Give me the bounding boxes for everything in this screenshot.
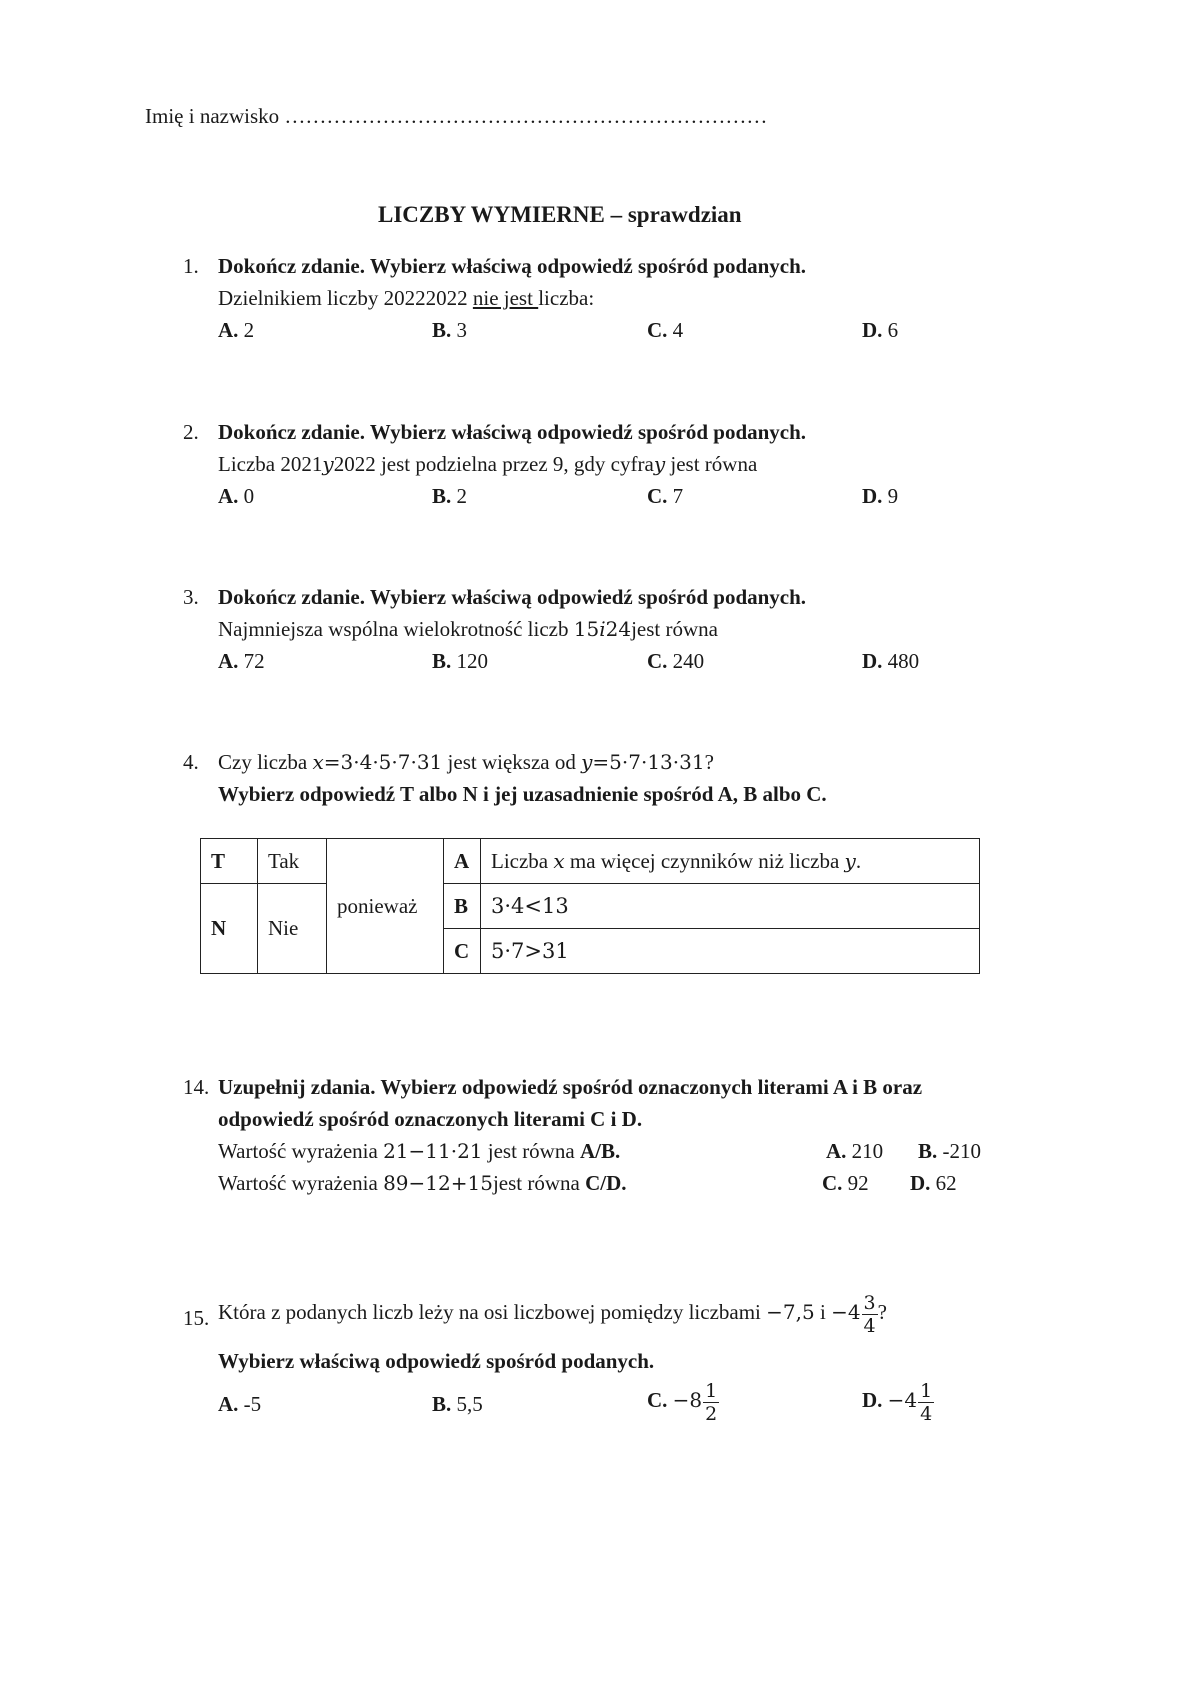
question-instruction: Dokończ zdanie. Wybierz właściwą odpowiedź spośród podanych. — [218, 254, 807, 278]
option-c: C. −8 $\frac{1}{2}$ — [647, 1379, 718, 1425]
reason-b: 3·4<13 — [481, 884, 980, 929]
option-a: A. 2 — [218, 318, 255, 342]
reason-a: Liczba x ma więcej czynników niż liczba y. — [481, 839, 980, 884]
question-instruction: Uzupełnij zdania. Wybierz odpowiedź spośród oznaczonych literami A i B oraz — [218, 1075, 923, 1099]
question-number: 14. — [183, 1075, 210, 1099]
question-text: Wartość wyrażenia 89−12+15jest równa C/D. — [218, 1171, 627, 1195]
fraction: $\frac{1}{2}$ — [705, 1379, 718, 1425]
fraction: $\frac{3}{4}$ — [863, 1291, 876, 1337]
option-d: D. 62 — [910, 1171, 957, 1195]
option-d: D. 9 — [862, 484, 899, 508]
cell-nie: Nie — [258, 884, 327, 974]
option-d: D. 480 — [862, 649, 920, 673]
question-instruction: Dokończ zdanie. Wybierz właściwą odpowiedź spośród podanych. — [218, 585, 807, 609]
option-d: D. 6 — [862, 318, 899, 342]
answer-table — [200, 838, 980, 974]
question-instruction: Dokończ zdanie. Wybierz właściwą odpowiedź spośród podanych. — [218, 420, 807, 444]
page-title: LICZBY WYMIERNE – sprawdzian — [378, 202, 742, 227]
question-text: Która z podanych liczb leży na osi liczbowej pomiędzy liczbami −7,5 i −4 $\frac{3}{4}$ ? — [218, 1291, 887, 1337]
option-c: C. 92 — [822, 1171, 869, 1195]
question-number: 4. — [183, 750, 199, 774]
fraction: $\frac{1}{4}$ — [920, 1379, 933, 1425]
question-number: 1. — [183, 254, 199, 278]
cell-c: C — [444, 929, 481, 974]
question-instruction: Wybierz właściwą odpowiedź spośród podanych. — [218, 1349, 655, 1373]
option-b: B. 3 — [432, 318, 468, 342]
option-b: B. 5,5 — [432, 1392, 483, 1416]
cell-a: A — [444, 839, 481, 884]
option-c: C. 7 — [647, 484, 684, 508]
option-c: C. 240 — [647, 649, 705, 673]
cell-because: ponieważ — [327, 839, 444, 974]
cell-t: T — [201, 839, 258, 884]
question-instruction: odpowiedź spośród oznaczonych literami C i D. — [218, 1107, 643, 1131]
question-number: 2. — [183, 420, 199, 444]
reason-c: 5·7>31 — [481, 929, 980, 974]
option-b: B. 120 — [432, 649, 489, 673]
question-text: Wartość wyrażenia 21−11·21 jest równa A/B. — [218, 1139, 621, 1163]
question-instruction: Wybierz odpowiedź T albo N i jej uzasadnienie spośród A, B albo C. — [218, 782, 827, 806]
option-c: C. 4 — [647, 318, 684, 342]
question-text: Najmniejsza wspólna wielokrotność liczb 15i24jest równa — [218, 617, 718, 641]
cell-n: N — [201, 884, 258, 974]
option-b: B. -210 — [918, 1139, 982, 1163]
question-text: Liczba 2021y2022 jest podzielna przez 9, gdy cyfray jest równa — [218, 452, 758, 476]
option-a: A. -5 — [218, 1392, 262, 1416]
name-line: Imię i nazwisko …………………………………………………………… — [145, 104, 768, 128]
cell-b: B — [444, 884, 481, 929]
question-text: Czy liczba x=3·4·5·7·31 jest większa od y=5·7·13·31? — [218, 750, 714, 774]
option-a: A. 72 — [218, 649, 265, 673]
question-number: 3. — [183, 585, 199, 609]
question-number: 15. — [183, 1306, 210, 1330]
option-a: A. 210 — [826, 1139, 884, 1163]
option-b: B. 2 — [432, 484, 468, 508]
option-d: D. −4 $\frac{1}{4}$ — [862, 1379, 933, 1425]
question-text: Dzielnikiem liczby 20222022 nie jest liczba: — [218, 286, 595, 310]
option-a: A. 0 — [218, 484, 255, 508]
cell-tak: Tak — [258, 839, 327, 884]
